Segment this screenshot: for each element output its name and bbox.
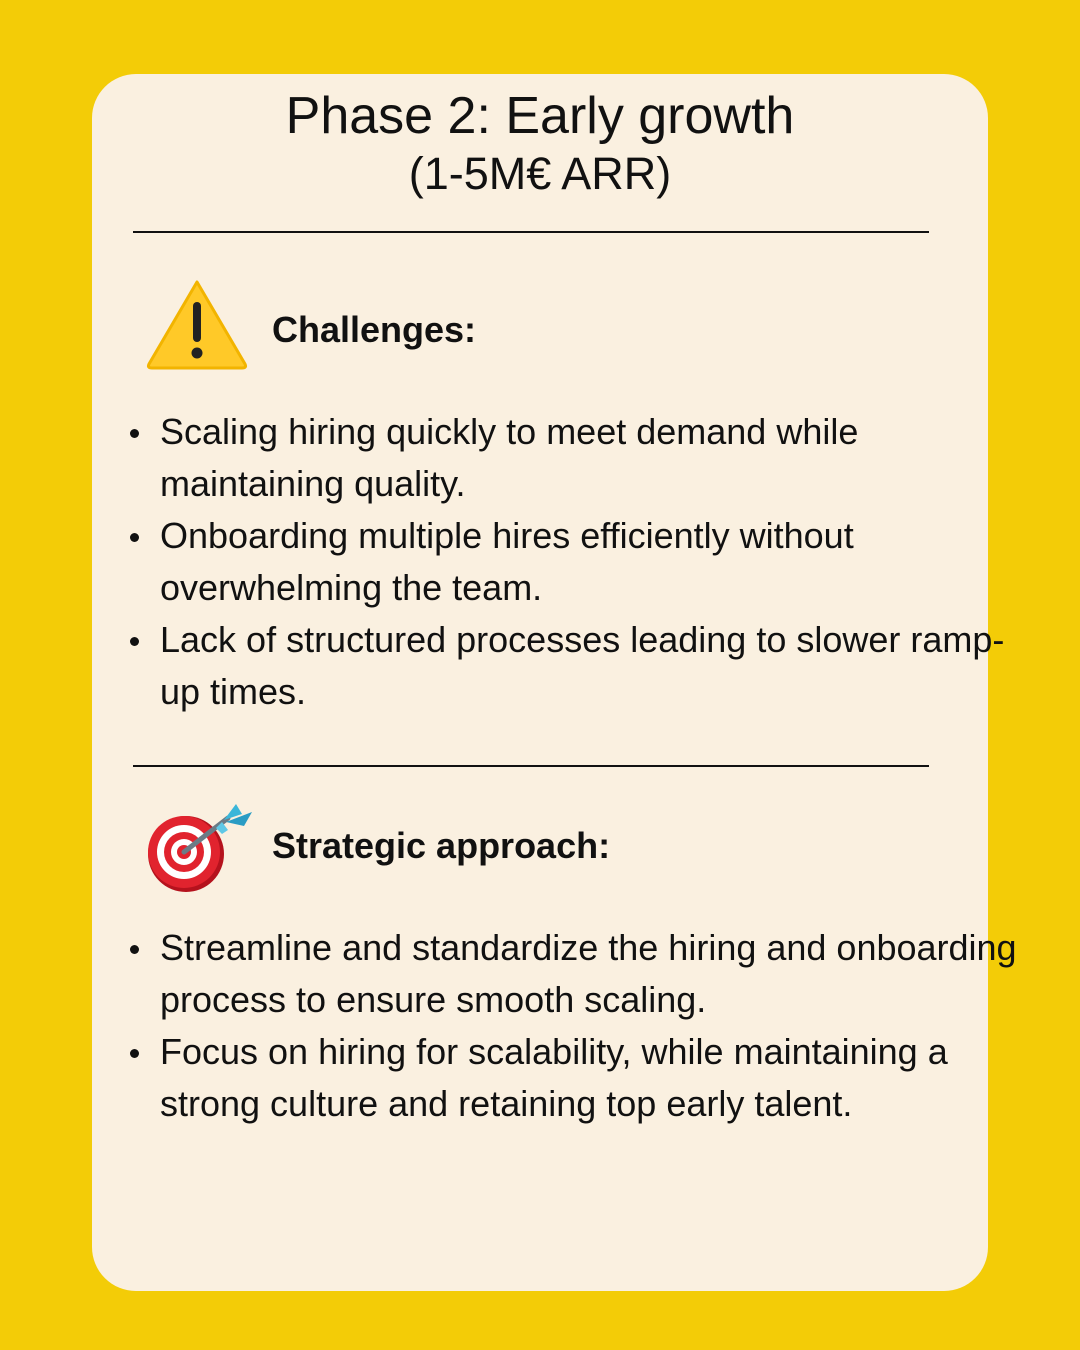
list-item: Scaling hiring quickly to meet demand while maintaining quality. [160, 406, 1020, 510]
divider-middle [133, 765, 929, 767]
target-dart-icon [144, 800, 256, 899]
challenges-list [116, 406, 1020, 718]
list-item: Onboarding multiple hires efficiently without overwhelming the team. [160, 510, 1020, 614]
warning-icon [145, 278, 249, 375]
page-subtitle: (1-5M€ ARR) [408, 148, 672, 199]
list-item: Streamline and standardize the hiring and onboarding process to ensure smooth scaling. [160, 922, 1020, 1026]
page-title: Phase 2: Early growth [285, 87, 795, 145]
list-item: Focus on hiring for scalability, while maintaining a strong culture and retaining top early talent. [160, 1026, 1020, 1130]
strategy-list [116, 922, 1020, 1130]
list-item: Lack of structured processes leading to slower ramp-up times. [160, 614, 1020, 718]
challenges-heading: Challenges: [272, 309, 477, 350]
strategy-heading: Strategic approach: [272, 825, 611, 866]
divider-top [133, 231, 929, 233]
